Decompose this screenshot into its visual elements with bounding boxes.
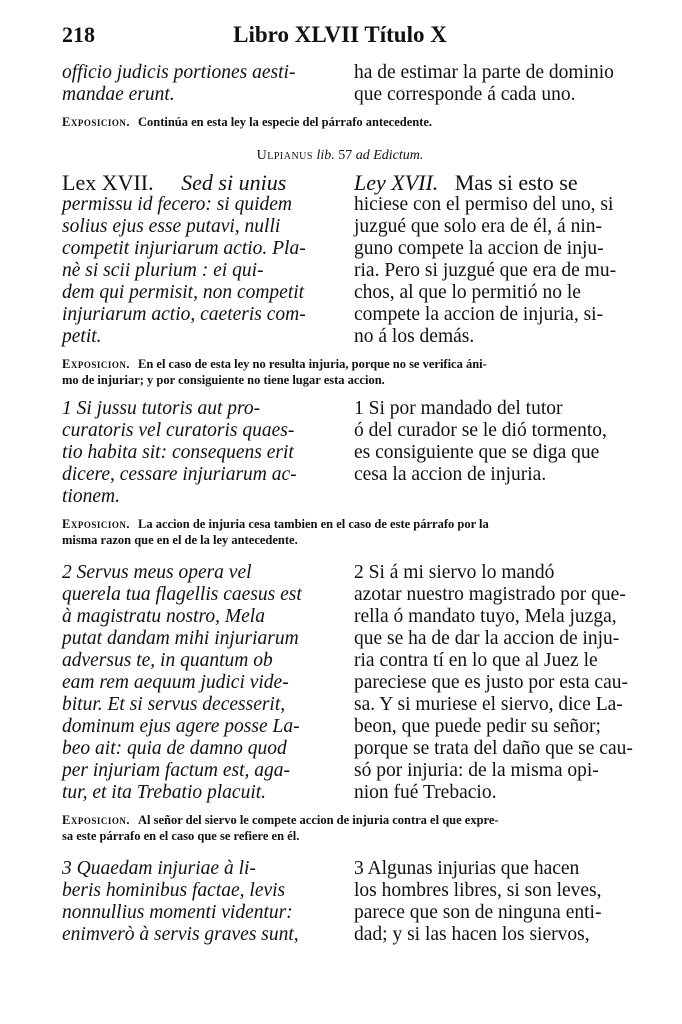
exposicion-label: Exposicion. (62, 517, 130, 531)
spanish-line: 2 Si á mi siervo lo mandó (354, 562, 555, 583)
section-3-block (62, 858, 618, 950)
latin-line: per injuriam factum est, aga- (62, 760, 291, 781)
lex-heading: Lex XVII. (62, 170, 154, 195)
citation-author: Ulpianus (256, 148, 313, 163)
spanish-line: que se ha de dar la accion de inju- (354, 628, 620, 649)
spanish-line: só por injuria: de la misma opi- (354, 760, 599, 781)
spanish-line: ria. Pero si juzgué que era de mu- (354, 260, 617, 281)
spanish-column (354, 62, 618, 106)
spanish-line: chos, al que lo permitió no le (354, 282, 581, 303)
exposicion-text: mo de injuriar; y por consiguiente no tiene lugar esta accion. (62, 373, 385, 387)
latin-line: tio habita sit: consequens erit (62, 442, 294, 463)
exposicion-label: Exposicion. (62, 357, 130, 371)
spanish-line: no á los demás. (354, 326, 475, 347)
citation-lib: lib. (316, 148, 335, 163)
page-header (62, 22, 618, 52)
spanish-line: pareciese que es justo por esta cau- (354, 672, 628, 693)
spanish-line: ha de estimar la parte de dominio (354, 62, 614, 83)
latin-line: à magistratu nostro, Mela (62, 606, 265, 627)
latin-line: mandae erunt. (62, 84, 175, 105)
latin-column (62, 858, 342, 946)
latin-line: tionem. (62, 486, 120, 507)
spanish-line (354, 172, 618, 194)
spanish-line: ó del curador se le dió tormento, (354, 420, 607, 441)
latin-line: 2 Servus meus opera vel (62, 562, 252, 583)
spanish-column (354, 172, 618, 348)
spanish-line: juzgué que solo era de él, á nin- (354, 216, 602, 237)
latin-line: putat dandam mihi injuriarum (62, 628, 299, 649)
exposicion-note (62, 114, 618, 130)
spanish-line: porque se trata del daño que se cau- (354, 738, 633, 759)
spanish-first-words: Mas si esto se (454, 170, 578, 195)
latin-line: petit. (62, 326, 102, 347)
latin-line: dicere, cessare injuriarum ac- (62, 464, 297, 485)
spanish-line: es consiguiente que se diga que (354, 442, 600, 463)
spanish-line: hiciese con el permiso del uno, si (354, 194, 614, 215)
latin-line: nè si scii plurium : ei qui- (62, 260, 264, 281)
latin-line: officio judicis portiones aesti- (62, 62, 296, 83)
spanish-line: 3 Algunas injurias que hacen (354, 858, 580, 879)
exposicion-label: Exposicion. (62, 115, 130, 129)
continuation-block (62, 62, 618, 106)
spanish-line: los hombres libres, si son leves, (354, 880, 602, 901)
latin-column (62, 62, 342, 106)
lex-17-block (62, 172, 618, 348)
section-2-block (62, 562, 633, 804)
latin-line: solius ejus esse putavi, nulli (62, 216, 281, 237)
spanish-line: ria contra tí en lo que al Juez le (354, 650, 598, 671)
citation-work: ad Edictum. (355, 148, 424, 163)
latin-line: competit injuriarum actio. Pla- (62, 238, 306, 259)
latin-line: beo ait: quia de damno quod (62, 738, 287, 759)
spanish-column (354, 562, 633, 804)
page-number: 218 (62, 22, 95, 47)
spanish-line: azotar nuestro magistrado por que- (354, 584, 626, 605)
exposicion-text: Al señor del siervo le compete accion de injuria contra el que expre- (137, 813, 499, 827)
spanish-line: beon, que puede pedir su señor; (354, 716, 601, 737)
exposicion-text: Continúa en esta ley la especie del párrafo antecedente. (137, 115, 433, 129)
latin-column (62, 562, 342, 804)
spanish-line: compete la accion de injuria, si- (354, 304, 604, 325)
spanish-line: 1 Si por mandado del tutor (354, 398, 563, 419)
spanish-line: guno compete la accion de inju- (354, 238, 604, 259)
latin-column (62, 172, 342, 348)
citation-number: 57 (338, 148, 353, 163)
section-1-block (62, 398, 618, 508)
source-citation (62, 148, 618, 164)
spanish-line: dad; y si las hacen los siervos, (354, 924, 590, 945)
spanish-line: cesa la accion de injuria. (354, 464, 547, 485)
latin-line: enimverò à servis graves sunt, (62, 924, 299, 945)
running-title: Libro XLVII Título X (233, 22, 447, 47)
latin-line: permissu id fecero: si quidem (62, 194, 292, 215)
latin-line: adversus te, in quantum ob (62, 650, 273, 671)
spanish-line: sa. Y si muriese el siervo, dice La- (354, 694, 623, 715)
latin-line: eam rem aequum judici vide- (62, 672, 289, 693)
spanish-line: que corresponde á cada uno. (354, 84, 576, 105)
latin-line: beris hominibus factae, levis (62, 880, 286, 901)
latin-line: curatoris vel curatoris quaes- (62, 420, 295, 441)
spanish-line: rella ó mandato tuyo, Mela juzga, (354, 606, 617, 627)
exposicion-text: En el caso de esta ley no resulta injuria, porque no se verifica áni- (137, 357, 487, 371)
latin-line: dominum ejus agere posse La- (62, 716, 300, 737)
latin-line: bitur. Et si servus decesserit, (62, 694, 286, 715)
exposicion-text: misma razon que en el de la ley antecedente. (62, 533, 298, 547)
latin-first-words: Sed si unius (181, 170, 287, 195)
latin-line (62, 172, 342, 194)
latin-line: injuriarum actio, caeteris com- (62, 304, 306, 325)
exposicion-note (62, 812, 618, 844)
latin-line: nonnullius momenti videntur: (62, 902, 293, 923)
exposicion-label: Exposicion. (62, 813, 130, 827)
exposicion-note (62, 516, 618, 548)
exposicion-note (62, 356, 618, 388)
latin-line: tur, et ita Trebatio placuit. (62, 782, 267, 803)
latin-line: 3 Quaedam injuriae à li- (62, 858, 256, 879)
exposicion-text: La accion de injuria cesa tambien en el caso de este párrafo por la (137, 517, 489, 531)
latin-line: dem qui permisit, non competit (62, 282, 305, 303)
latin-column (62, 398, 342, 508)
ley-heading: Ley XVII. (354, 170, 439, 195)
spanish-column (354, 858, 618, 946)
exposicion-text: sa este párrafo en el caso que se refiere en él. (62, 829, 300, 843)
spanish-column (354, 398, 618, 486)
spanish-line: nion fué Trebacio. (354, 782, 497, 803)
spanish-line: parece que son de ninguna enti- (354, 902, 602, 923)
latin-line: querela tua flagellis caesus est (62, 584, 302, 605)
latin-line: 1 Si jussu tutoris aut pro- (62, 398, 261, 419)
